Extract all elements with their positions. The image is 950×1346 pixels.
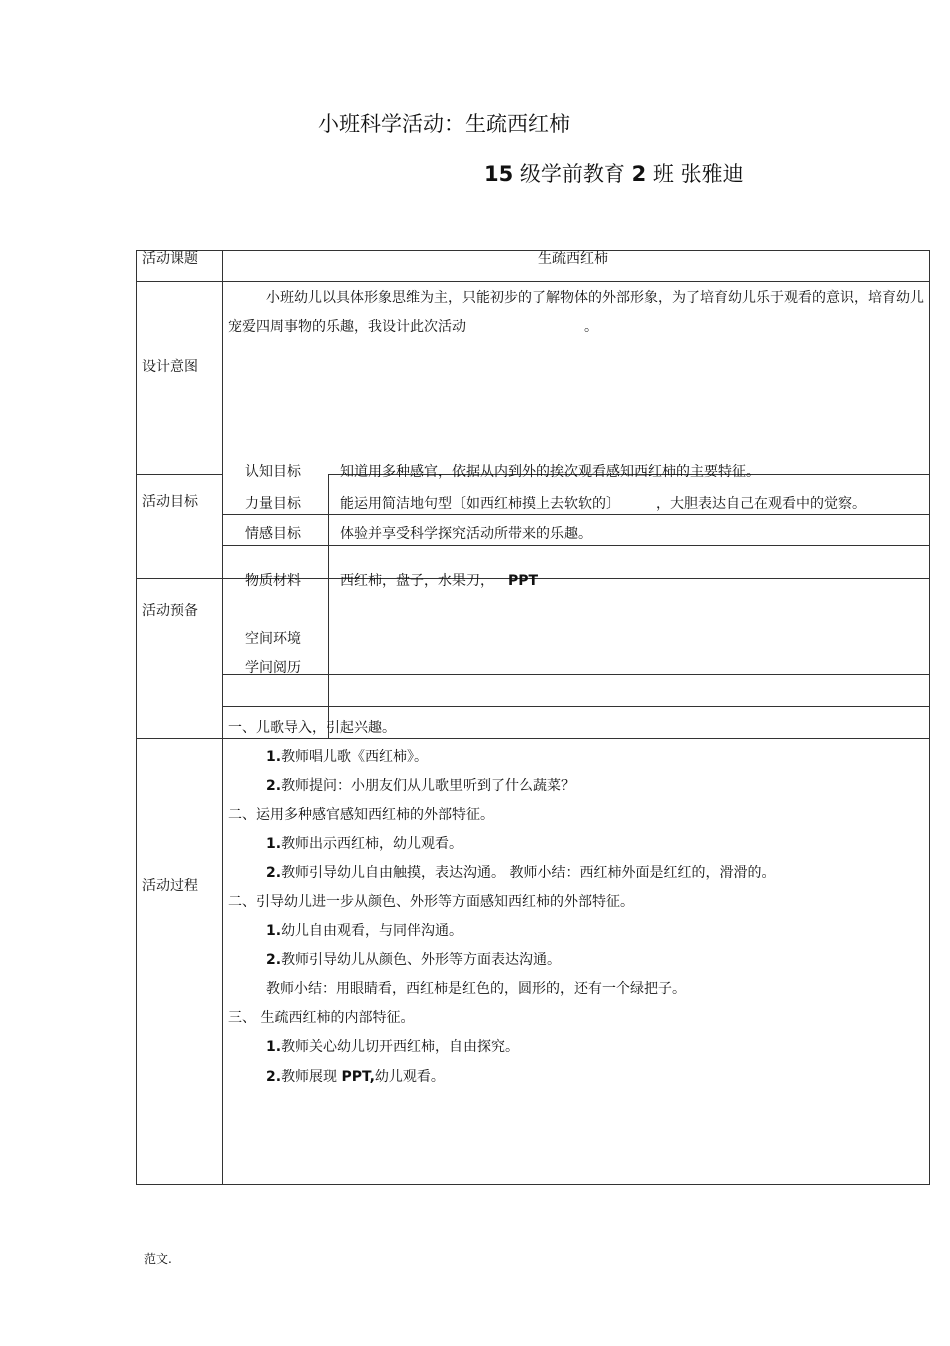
table-border-top: [136, 250, 930, 251]
label-column-divider: [222, 250, 223, 1184]
goal-text-emotion: 体验并享受科学探究活动所带来的乐趣。: [340, 526, 592, 542]
goal-label-cognitive: 认知目标: [245, 464, 301, 480]
author-line: 15 级学前教育 2 班 张雅迪: [484, 162, 744, 186]
process-step: 2.教师引导幼儿从颜色、外形等方面表达沟通。: [266, 952, 562, 968]
topic-label: 活动课题: [142, 251, 198, 267]
row-divider: [136, 281, 930, 282]
prep-space-label: 空间环境: [245, 631, 301, 647]
page-title: 小班科学活动：生疏西红柿: [318, 112, 570, 136]
row-divider: [136, 738, 930, 739]
process-step: 1.幼儿自由观看，与同伴沟通。: [266, 923, 464, 939]
goal-text-cognitive: 知道用多种感官，依据从内到外的挨次观看感知西红柿的主要特征。: [340, 464, 760, 480]
design-text: 小班幼儿以具体形象思维为主，只能初步的了解物体的外部形象，为了培育幼儿乐于观看的意识，培育幼儿宠爱四周事物的乐趣，我设计此次活动 。: [228, 290, 924, 335]
topic-value: 生疏西红柿: [538, 251, 608, 267]
row-divider: [136, 578, 223, 579]
goal-label-ability: 力量目标: [245, 496, 301, 512]
design-label: 设计意图: [142, 359, 198, 375]
table-border-bottom: [136, 1184, 930, 1185]
process-summary: 教师小结：用眼睛看，西红柿是红色的，圆形的，还有一个绿把子。: [266, 981, 686, 997]
process-step: 1.教师唱儿歌《西红柿》。: [266, 749, 429, 765]
table-border-right: [929, 250, 930, 1184]
process-step: 1.教师关心幼儿切开西红柿，自由探究。: [266, 1039, 520, 1055]
process-step: 2.教师提问：小朋友们从儿歌里听到了什么蔬菜？: [266, 778, 576, 794]
process-step: 2.教师引导幼儿自由触摸，表达沟通。 教师小结：西红柿外面是红红的，滑滑的。: [266, 865, 776, 881]
prep-material-text: 西红柿，盘子，水果刀， PPT: [340, 573, 539, 589]
process-step: 1.教师出示西红柿，幼儿观看。: [266, 836, 464, 852]
process-label: 活动过程: [142, 878, 198, 894]
prep-material-label: 物质材料: [245, 573, 301, 589]
sub-column-divider: [328, 474, 329, 738]
goal-label-emotion: 情感目标: [245, 526, 301, 542]
table-border-left: [136, 250, 137, 1184]
process-section-heading: 三、 生疏西红柿的内部特征。: [228, 1010, 415, 1026]
row-divider: [136, 474, 223, 475]
prep-experience-label: 学问阅历: [245, 660, 301, 676]
process-step: 2.教师展现 PPT,幼儿观看。: [266, 1069, 445, 1085]
footer-note: 范文.: [144, 1252, 172, 1266]
goals-label: 活动目标: [142, 494, 198, 510]
process-intro: 一、儿歌导入，引起兴趣。: [228, 720, 396, 736]
process-section-heading: 二、运用多种感官感知西红柿的外部特征。: [228, 807, 494, 823]
goal-text-ability: 能运用简洁地句型〔如西红柿摸上去软软的〕 ，大胆表达自己在观看中的觉察。: [340, 496, 866, 512]
prep-label: 活动预备: [142, 603, 198, 619]
process-section-heading: 二、引导幼儿进一步从颜色、外形等方面感知西红柿的外部特征。: [228, 894, 634, 910]
